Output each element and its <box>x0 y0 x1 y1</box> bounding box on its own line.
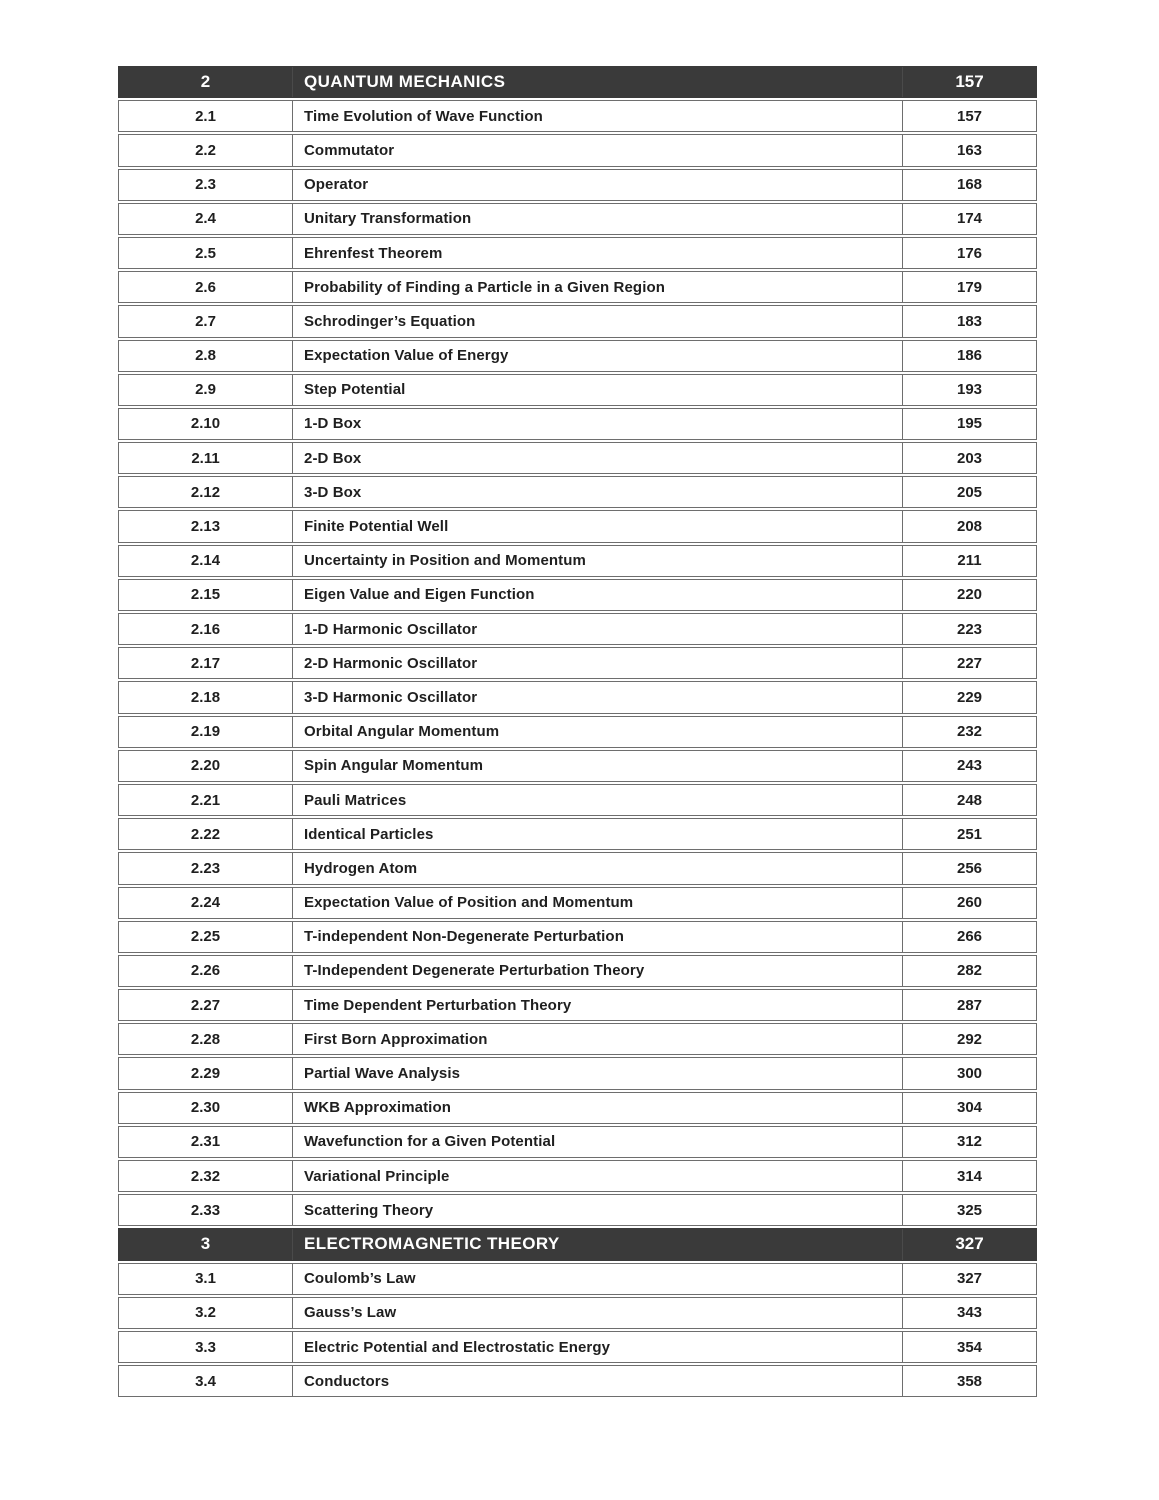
toc-entry-title: Finite Potential Well <box>292 511 902 541</box>
toc-entry-number: 2.18 <box>190 688 221 706</box>
toc-entry-page: 282 <box>902 956 1036 986</box>
toc-section-number: 3 <box>200 1234 211 1254</box>
toc-entry-page: 195 <box>902 409 1036 439</box>
toc-entry-number: 2.5 <box>195 244 216 262</box>
toc-entry-page: 300 <box>902 1058 1036 1088</box>
toc-entry-row <box>118 647 1037 679</box>
toc-entry-number: 2.19 <box>190 723 221 741</box>
toc-entry-page: 211 <box>902 546 1036 576</box>
toc-entry-title: 3-D Harmonic Oscillator <box>292 682 902 712</box>
toc-entry-number: 2.9 <box>195 381 216 399</box>
toc-entry-page: 256 <box>902 853 1036 883</box>
toc-entry-title: Probability of Finding a Particle in a Given Region <box>292 272 902 302</box>
toc-entry-number: 2.31 <box>190 1133 221 1151</box>
toc-entry-title: 1-D Harmonic Oscillator <box>292 614 902 644</box>
toc-entry-row <box>118 374 1037 406</box>
toc-table <box>118 66 1037 1399</box>
toc-entry-page: 176 <box>902 238 1036 268</box>
toc-entry-number: 2.8 <box>195 347 216 365</box>
toc-entry-title: Coulomb’s Law <box>292 1264 902 1294</box>
toc-entry-page: 251 <box>902 819 1036 849</box>
toc-entry-row <box>118 955 1037 987</box>
toc-entry-row <box>118 1126 1037 1158</box>
toc-entry-number: 2.30 <box>190 1099 221 1117</box>
toc-entry-title: Orbital Angular Momentum <box>292 717 902 747</box>
toc-entry-title: Time Evolution of Wave Function <box>292 101 902 131</box>
toc-entry-row <box>118 134 1037 166</box>
toc-entry-number: 2.17 <box>190 654 221 672</box>
toc-entry-title: Schrodinger’s Equation <box>292 306 902 336</box>
toc-entry-page: 292 <box>902 1024 1036 1054</box>
toc-entry-page: 243 <box>902 751 1036 781</box>
toc-entry-row <box>118 100 1037 132</box>
toc-entry-number: 3.1 <box>195 1270 216 1288</box>
toc-entry-row <box>118 203 1037 235</box>
toc-entry-page: 205 <box>902 477 1036 507</box>
toc-entry-title: 2-D Harmonic Oscillator <box>292 648 902 678</box>
toc-section-title: ELECTROMAGNETIC THEORY <box>292 1229 902 1259</box>
toc-entry-page: 229 <box>902 682 1036 712</box>
toc-entry-number: 2.10 <box>190 415 221 433</box>
toc-entry-row <box>118 921 1037 953</box>
toc-entry-number: 3.2 <box>195 1304 216 1322</box>
toc-entry-row <box>118 887 1037 919</box>
toc-entry-number: 2.15 <box>190 586 221 604</box>
toc-entry-title: Step Potential <box>292 375 902 405</box>
toc-entry-row <box>118 579 1037 611</box>
toc-entry-row <box>118 1365 1037 1397</box>
toc-entry-row <box>118 784 1037 816</box>
toc-entry-title: Conductors <box>292 1366 902 1396</box>
toc-entry-number: 2.7 <box>195 312 216 330</box>
toc-entry-number: 2.27 <box>190 996 221 1014</box>
toc-entry-number: 2.3 <box>195 176 216 194</box>
toc-entry-row <box>118 442 1037 474</box>
toc-entry-row <box>118 613 1037 645</box>
toc-entry-page: 325 <box>902 1195 1036 1225</box>
toc-entry-title: 3-D Box <box>292 477 902 507</box>
toc-entry-title: Uncertainty in Position and Momentum <box>292 546 902 576</box>
toc-section-title: QUANTUM MECHANICS <box>292 67 902 97</box>
toc-entry-title: Eigen Value and Eigen Function <box>292 580 902 610</box>
toc-entry-number: 2.12 <box>190 483 221 501</box>
toc-entry-number: 2.1 <box>195 107 216 125</box>
toc-entry-number: 2.16 <box>190 620 221 638</box>
toc-entry-page: 232 <box>902 717 1036 747</box>
toc-entry-row <box>118 1023 1037 1055</box>
toc-entry-row <box>118 1160 1037 1192</box>
toc-entry-page: 220 <box>902 580 1036 610</box>
toc-entry-title: Expectation Value of Position and Momentum <box>292 888 902 918</box>
toc-entry-title: Identical Particles <box>292 819 902 849</box>
toc-entry-number: 2.2 <box>195 141 216 159</box>
toc-entry-title: Unitary Transformation <box>292 204 902 234</box>
toc-entry-row <box>118 750 1037 782</box>
toc-entry-row <box>118 1057 1037 1089</box>
toc-entry-row <box>118 476 1037 508</box>
toc-entry-number: 2.29 <box>190 1065 221 1083</box>
toc-entry-title: Electric Potential and Electrostatic Energy <box>292 1332 902 1362</box>
toc-entry-page: 163 <box>902 135 1036 165</box>
toc-entry-title: T-independent Non-Degenerate Perturbation <box>292 922 902 952</box>
toc-entry-number: 2.28 <box>190 1030 221 1048</box>
toc-entry-page: 223 <box>902 614 1036 644</box>
toc-section-number: 2 <box>200 72 211 92</box>
toc-entry-title: 1-D Box <box>292 409 902 439</box>
toc-entry-page: 248 <box>902 785 1036 815</box>
toc-entry-row <box>118 305 1037 337</box>
toc-entry-title: Hydrogen Atom <box>292 853 902 883</box>
toc-section-header-row <box>118 66 1037 98</box>
toc-entry-number: 2.14 <box>190 552 221 570</box>
toc-entry-page: 174 <box>902 204 1036 234</box>
toc-entry-title: Commutator <box>292 135 902 165</box>
toc-entry-row <box>118 510 1037 542</box>
toc-entry-title: 2-D Box <box>292 443 902 473</box>
toc-entry-number: 2.20 <box>190 757 221 775</box>
toc-entry-row <box>118 1194 1037 1226</box>
toc-entry-page: 203 <box>902 443 1036 473</box>
toc-entry-title: Expectation Value of Energy <box>292 341 902 371</box>
toc-entry-row <box>118 1263 1037 1295</box>
toc-entry-row <box>118 340 1037 372</box>
toc-entry-title: Wavefunction for a Given Potential <box>292 1127 902 1157</box>
toc-entry-page: 179 <box>902 272 1036 302</box>
toc-entry-title: Variational Principle <box>292 1161 902 1191</box>
toc-section-page: 327 <box>902 1229 1036 1259</box>
toc-entry-title: WKB Approximation <box>292 1093 902 1123</box>
toc-entry-page: 183 <box>902 306 1036 336</box>
toc-entry-row <box>118 408 1037 440</box>
toc-entry-row <box>118 1092 1037 1124</box>
toc-entry-row <box>118 989 1037 1021</box>
toc-entry-number: 3.4 <box>195 1372 216 1390</box>
toc-entry-title: Spin Angular Momentum <box>292 751 902 781</box>
toc-entry-title: Gauss’s Law <box>292 1298 902 1328</box>
toc-entry-row <box>118 1297 1037 1329</box>
toc-entry-number: 3.3 <box>195 1338 216 1356</box>
toc-entry-title: Operator <box>292 170 902 200</box>
toc-entry-row <box>118 681 1037 713</box>
toc-entry-page: 312 <box>902 1127 1036 1157</box>
toc-entry-page: 327 <box>902 1264 1036 1294</box>
toc-entry-number: 2.25 <box>190 928 221 946</box>
toc-entry-row <box>118 716 1037 748</box>
toc-entry-row <box>118 852 1037 884</box>
toc-entry-title: Scattering Theory <box>292 1195 902 1225</box>
toc-entry-number: 2.23 <box>190 859 221 877</box>
toc-entry-number: 2.21 <box>190 791 221 809</box>
toc-entry-page: 304 <box>902 1093 1036 1123</box>
toc-entry-number: 2.4 <box>195 210 216 228</box>
toc-entry-number: 2.22 <box>190 825 221 843</box>
toc-entry-title: Pauli Matrices <box>292 785 902 815</box>
toc-entry-page: 343 <box>902 1298 1036 1328</box>
toc-entry-page: 208 <box>902 511 1036 541</box>
toc-entry-number: 2.24 <box>190 894 221 912</box>
toc-entry-title: Time Dependent Perturbation Theory <box>292 990 902 1020</box>
toc-entry-row <box>118 1331 1037 1363</box>
toc-entry-row <box>118 237 1037 269</box>
toc-entry-page: 287 <box>902 990 1036 1020</box>
toc-entry-number: 2.6 <box>195 278 216 296</box>
toc-entry-title: First Born Approximation <box>292 1024 902 1054</box>
toc-entry-row <box>118 169 1037 201</box>
toc-entry-page: 157 <box>902 101 1036 131</box>
toc-entry-title: Ehrenfest Theorem <box>292 238 902 268</box>
toc-entry-number: 2.33 <box>190 1201 221 1219</box>
toc-entry-page: 354 <box>902 1332 1036 1362</box>
toc-entry-page: 193 <box>902 375 1036 405</box>
toc-section-header-row <box>118 1228 1037 1260</box>
toc-entry-row <box>118 818 1037 850</box>
toc-entry-page: 168 <box>902 170 1036 200</box>
toc-entry-number: 2.13 <box>190 518 221 536</box>
toc-entry-row <box>118 545 1037 577</box>
toc-entry-page: 266 <box>902 922 1036 952</box>
toc-entry-number: 2.11 <box>191 449 220 467</box>
toc-entry-page: 314 <box>902 1161 1036 1191</box>
toc-entry-row <box>118 271 1037 303</box>
toc-entry-page: 260 <box>902 888 1036 918</box>
toc-section-page: 157 <box>902 67 1036 97</box>
toc-entry-number: 2.26 <box>190 962 221 980</box>
toc-entry-page: 186 <box>902 341 1036 371</box>
toc-entry-page: 227 <box>902 648 1036 678</box>
toc-entry-page: 358 <box>902 1366 1036 1396</box>
toc-entry-title: Partial Wave Analysis <box>292 1058 902 1088</box>
toc-entry-number: 2.32 <box>190 1167 221 1185</box>
toc-entry-title: T-Independent Degenerate Perturbation Theory <box>292 956 902 986</box>
